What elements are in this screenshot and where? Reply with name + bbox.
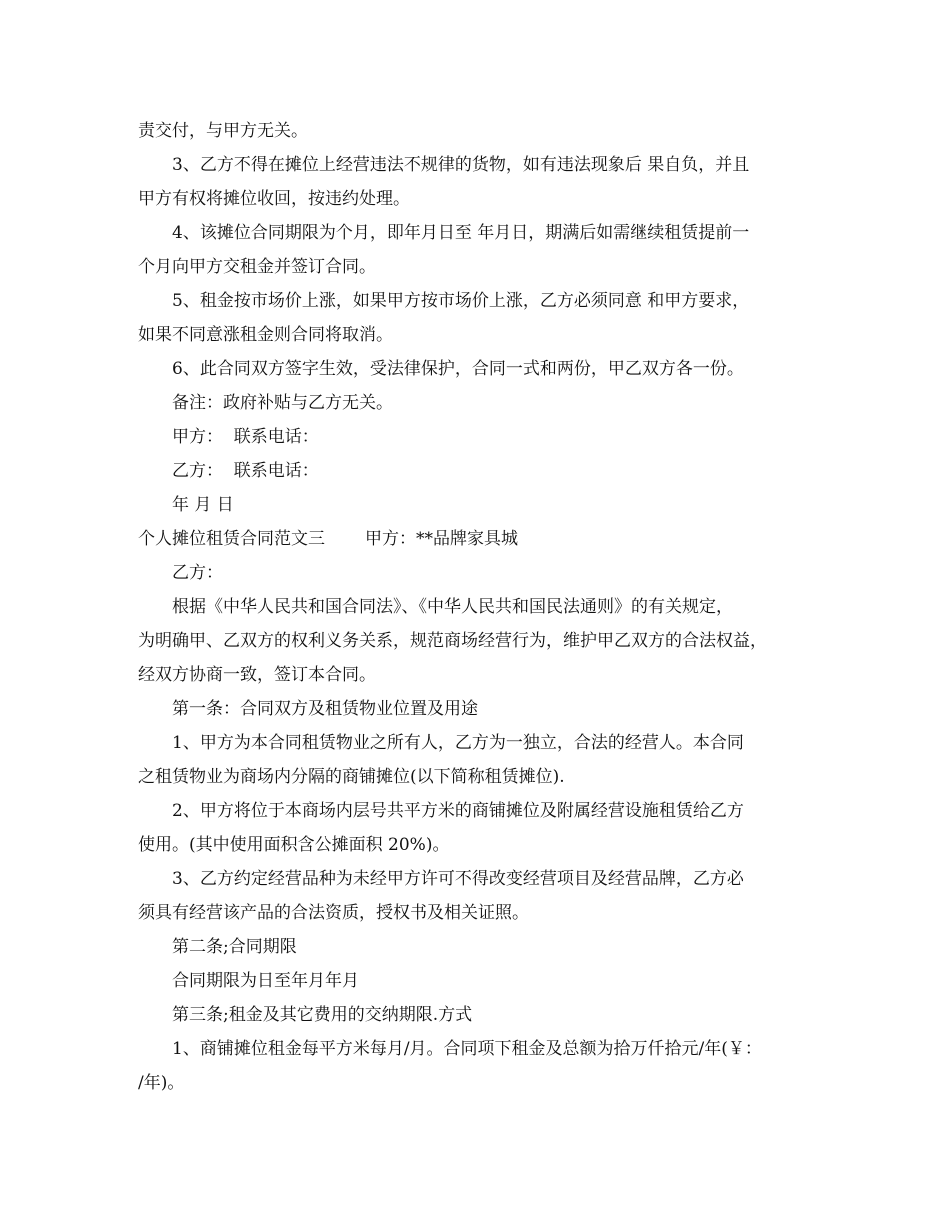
text-line: 备注：政府补贴与乙方无关。 <box>172 393 393 413</box>
contract-text <box>138 114 818 1100</box>
party-a: 甲方：**品牌家具城 <box>365 529 518 549</box>
text-line: 3、乙方约定经营品种为未经甲方许可不得改变经营项目及经营品牌，乙方必 <box>172 869 744 889</box>
text-line: 2、甲方将位于本商场内层号共平方米的商铺摊位及附属经营设施租赁给乙方 <box>172 801 744 821</box>
text-line: 责交付，与甲方无关。 <box>138 121 308 141</box>
text-line: 个月向甲方交租金并签订合同。 <box>138 257 376 277</box>
text-line: 3、乙方不得在摊位上经营违法不规律的货物，如有违法现象后 果自负，并且 <box>172 155 750 175</box>
text-line: /年)。 <box>138 1073 185 1093</box>
text-line: 1、甲方为本合同租赁物业之所有人，乙方为一独立，合法的经营人。本合同 <box>172 733 744 753</box>
text-line: 乙方： 联系电话： <box>172 461 319 481</box>
text-line: 合同期限为日至年月年月 <box>172 971 359 991</box>
text-line: 5、租金按市场价上涨，如果甲方按市场价上涨，乙方必须同意 和甲方要求， <box>172 291 750 311</box>
text-line: 年 月 日 <box>172 495 234 515</box>
text-line: 之租赁物业为商场内分隔的商铺摊位(以下简称租赁摊位). <box>138 767 565 787</box>
text-line-title <box>138 522 818 556</box>
text-line: 乙方： <box>172 563 223 583</box>
text-line: 甲方有权将摊位收回，按违约处理。 <box>138 189 410 209</box>
text-line: 1、商铺摊位租金每平方米每月/月。合同项下租金及总额为拾万仟拾元/年(￥： <box>172 1039 762 1059</box>
text-line: 须具有经营该产品的合法资质，授权书及相关证照。 <box>138 903 529 923</box>
text-line: 经双方协商一致，签订本合同。 <box>138 665 376 685</box>
text-line: 甲方： 联系电话： <box>172 427 319 447</box>
text-line: 第三条;租金及其它费用的交纳期限.方式 <box>172 1005 473 1025</box>
text-line: 根据《中华人民共和国合同法》、《中华人民共和国民法通则》的有关规定， <box>172 597 733 617</box>
section-title: 个人摊位租赁合同范文三 <box>138 529 325 549</box>
text-line: 如果不同意涨租金则合同将取消。 <box>138 325 393 345</box>
text-line: 为明确甲、乙双方的权利义务关系，规范商场经营行为，维护甲乙双方的合法权益， <box>138 631 767 651</box>
text-line: 第二条;合同期限 <box>172 937 297 957</box>
text-line: 4、该摊位合同期限为个月，即年月日至 年月日，期满后如需继续租赁提前一 <box>172 223 750 243</box>
text-line: 6、此合同双方签字生效，受法律保护，合同一式和两份，甲乙双方各一份。 <box>172 359 744 379</box>
text-line: 使用。(其中使用面积含公摊面积 20%)。 <box>138 835 450 855</box>
text-line: 第一条：合同双方及租赁物业位置及用途 <box>172 699 478 719</box>
